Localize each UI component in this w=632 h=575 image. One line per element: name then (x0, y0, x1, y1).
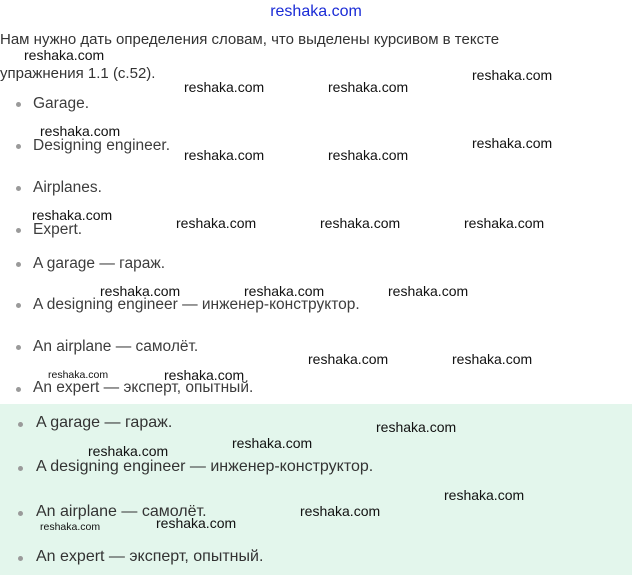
list-item: Garage. (33, 95, 90, 112)
watermark-text: reshaka.com (328, 147, 409, 163)
watermark-text: reshaka.com (464, 215, 545, 231)
answer-item: An airplane — самолёт. (36, 503, 207, 520)
bullet-icon (16, 262, 21, 267)
watermark-text: reshaka.com (88, 443, 169, 459)
watermark-text: reshaka.com (184, 79, 265, 95)
watermark-text: reshaka.com (164, 367, 245, 383)
watermark-text: reshaka.com (100, 283, 181, 299)
list-item: Airplanes. (33, 179, 102, 196)
watermark-text: reshaka.com (328, 79, 409, 95)
watermark-text: reshaka.com (320, 215, 401, 231)
watermark-text: reshaka.com (184, 147, 265, 163)
site-header-link[interactable]: reshaka.com (270, 3, 362, 20)
bullet-icon (16, 186, 21, 191)
list-item: An airplane — самолёт. (33, 338, 199, 355)
watermark-text: reshaka.com (388, 283, 469, 299)
watermark-text: reshaka.com (176, 215, 257, 231)
list-item: Designing engineer. (33, 137, 171, 154)
bullet-icon (16, 345, 21, 350)
watermark-text: reshaka.com (156, 515, 237, 531)
watermark-text: reshaka.com (300, 503, 381, 519)
watermark-text: reshaka.com (452, 351, 533, 367)
bullet-icon (18, 511, 23, 516)
watermark-text: reshaka.com (40, 123, 121, 139)
answer-item: A designing engineer — инженер-конструктор. (36, 458, 374, 475)
watermark-text: reshaka.com (444, 487, 525, 503)
watermark-text: reshaka.com (24, 47, 105, 63)
watermark-text: reshaka.com (244, 283, 325, 299)
bullet-icon (18, 422, 23, 427)
watermark-text: reshaka.com (48, 369, 109, 381)
watermark-text: reshaka.com (472, 67, 553, 83)
bullet-icon (18, 466, 23, 471)
bullet-icon (16, 144, 21, 149)
bullet-icon (16, 387, 21, 392)
bullet-icon (16, 228, 21, 233)
watermark-text: reshaka.com (232, 435, 313, 451)
answer-item: A garage — гараж. (36, 414, 173, 431)
list-item: A garage — гараж. (33, 255, 166, 272)
intro-line-2: упражнения 1.1 (с.52). (0, 65, 156, 82)
watermark-text: reshaka.com (40, 521, 101, 533)
bullet-icon (16, 303, 21, 308)
list-item: A designing engineer — инженер-конструктор. (33, 296, 360, 313)
intro-line-1: Нам нужно дать определения словам, что выделены курсивом в тексте (0, 31, 500, 48)
list-item: Expert. (33, 221, 83, 238)
answer-item: An expert — эксперт, опытный. (36, 548, 264, 565)
watermark-text: reshaka.com (308, 351, 389, 367)
watermark-text: reshaka.com (32, 207, 113, 223)
bullet-icon (18, 556, 23, 561)
watermark-text: reshaka.com (472, 135, 553, 151)
watermark-text: reshaka.com (376, 419, 457, 435)
list-item: An expert — эксперт, опытный. (33, 379, 254, 396)
bullet-icon (16, 102, 21, 107)
